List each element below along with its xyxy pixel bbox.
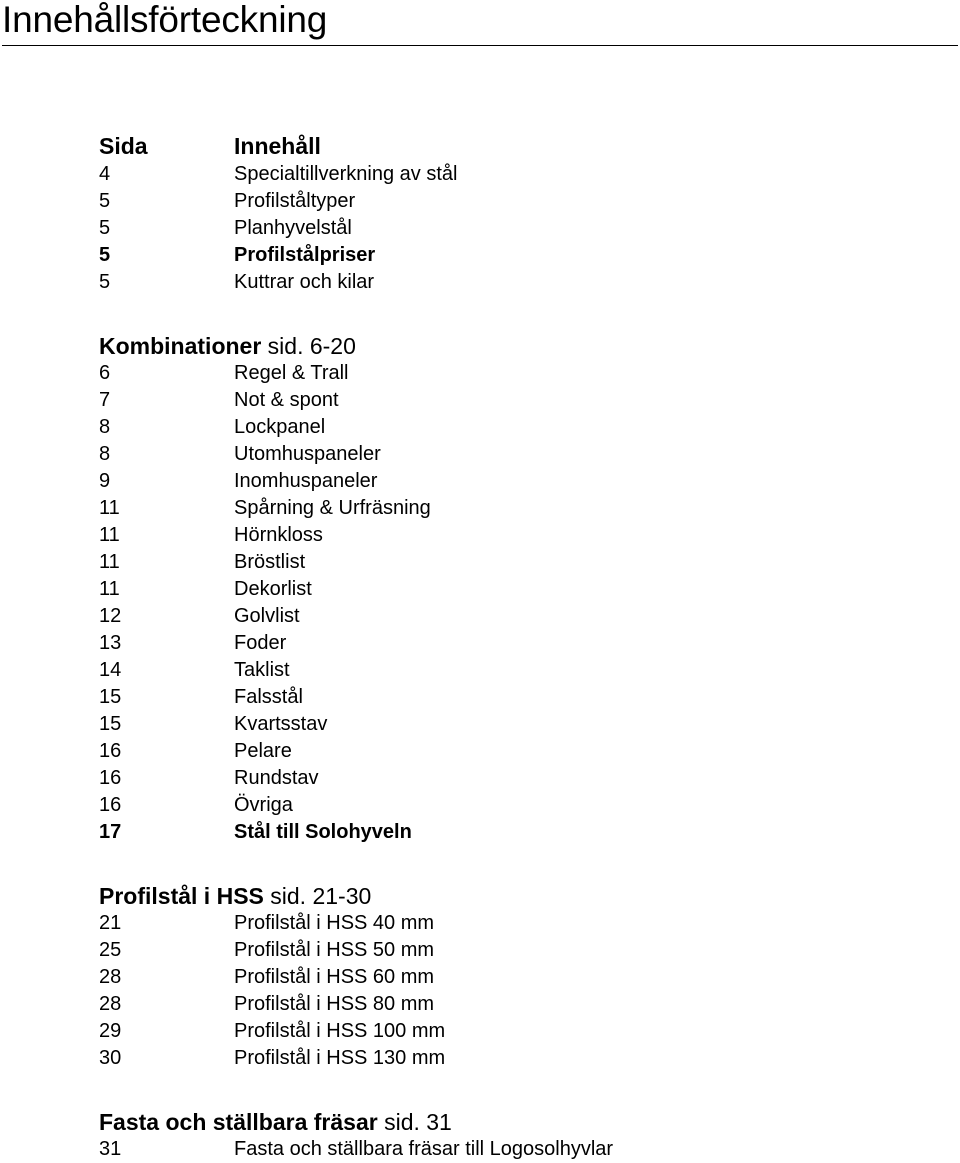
entry-title: Falsstål (234, 686, 303, 708)
toc-entry (99, 910, 939, 937)
section-kombinationer (99, 332, 939, 846)
entry-title: Kvartsstav (234, 713, 328, 735)
toc-entry (99, 161, 939, 188)
intro-entries (99, 161, 939, 296)
section-profilstal-hss (99, 882, 939, 1072)
section-fasta-fraser (99, 1108, 939, 1163)
entry-page-number: 13 (99, 632, 122, 654)
section-heading-title: Kombinationer (99, 333, 262, 359)
entry-title: Taklist (234, 659, 290, 681)
entry-page-number: 16 (99, 794, 122, 816)
entry-page-number: 16 (99, 740, 122, 762)
entry-page-number: 11 (99, 578, 120, 600)
entry-page-number: 12 (99, 605, 122, 627)
toc-entry (99, 188, 939, 215)
entry-page-number: 17 (99, 821, 122, 843)
entry-page-number: 29 (99, 1020, 122, 1042)
section-heading (99, 882, 939, 910)
entry-page-number: 5 (99, 271, 111, 293)
content-column-header: Innehåll (234, 133, 321, 159)
toc-header (99, 133, 939, 161)
entry-title: Stål till Solohyveln (234, 821, 412, 843)
toc-entry (99, 414, 939, 441)
entry-page-number: 5 (99, 244, 111, 266)
entry-title: Bröstlist (234, 551, 306, 573)
entry-page-number: 14 (99, 659, 122, 681)
toc-entry (99, 242, 939, 269)
entry-title: Utomhuspaneler (234, 443, 381, 465)
toc-entry (99, 576, 939, 603)
entry-page-number: 5 (99, 190, 111, 212)
toc-entry (99, 603, 939, 630)
section-heading (99, 332, 939, 360)
entry-title: Pelare (234, 740, 292, 762)
entry-page-number: 30 (99, 1047, 122, 1069)
entry-title: Fasta och ställbara fräsar till Logosolhyvlar (234, 1138, 614, 1160)
toc-entry (99, 549, 939, 576)
toc-entry (99, 360, 939, 387)
entry-title: Inomhuspaneler (234, 470, 378, 492)
entry-page-number: 7 (99, 389, 111, 411)
toc-entry (99, 792, 939, 819)
toc-entry (99, 991, 939, 1018)
entry-page-number: 21 (99, 912, 122, 934)
toc-entry (99, 1018, 939, 1045)
toc-entry (99, 468, 939, 495)
toc-entry (99, 630, 939, 657)
toc-entry (99, 964, 939, 991)
entry-title: Profilstål i HSS 50 mm (234, 939, 435, 961)
entry-title: Planhyvelstål (234, 217, 352, 239)
entry-page-number: 16 (99, 767, 122, 789)
title-divider (2, 45, 958, 46)
toc-entry (99, 215, 939, 242)
entry-title: Kuttrar och kilar (234, 271, 375, 293)
entry-page-number: 25 (99, 939, 122, 961)
entry-title: Spårning & Urfräsning (234, 497, 431, 519)
entry-page-number: 31 (99, 1138, 122, 1160)
entry-title: Golvlist (234, 605, 300, 627)
entry-title: Not & spont (234, 389, 339, 411)
toc-entry (99, 522, 939, 549)
entry-title: Profilstål i HSS 60 mm (234, 966, 435, 988)
entry-title: Profilstål i HSS 100 mm (234, 1020, 446, 1042)
section-heading (99, 1108, 939, 1136)
entry-page-number: 8 (99, 416, 111, 438)
entry-page-number: 4 (99, 163, 111, 185)
toc-entry (99, 684, 939, 711)
page-column-header: Sida (99, 133, 148, 159)
toc-entry (99, 738, 939, 765)
entry-page-number: 8 (99, 443, 111, 465)
entry-title: Foder (234, 632, 287, 654)
entry-title: Hörnkloss (234, 524, 323, 546)
toc-entry (99, 657, 939, 684)
entry-page-number: 11 (99, 551, 120, 573)
entry-title: Rundstav (234, 767, 319, 789)
entry-page-number: 15 (99, 713, 122, 735)
toc-entry (99, 1045, 939, 1072)
entry-title: Regel & Trall (234, 362, 349, 384)
toc-entry (99, 819, 939, 846)
toc-entry (99, 711, 939, 738)
entry-title: Profilstål i HSS 130 mm (234, 1047, 446, 1069)
section-heading-range: sid. 31 (384, 1109, 452, 1135)
toc-entry (99, 269, 939, 296)
entry-page-number: 9 (99, 470, 111, 492)
entry-page-number: 15 (99, 686, 122, 708)
entry-page-number: 11 (99, 524, 120, 546)
entry-page-number: 5 (99, 217, 111, 239)
entry-page-number: 11 (99, 497, 120, 519)
toc-entry (99, 1136, 939, 1163)
entry-title: Övriga (234, 794, 293, 816)
entry-page-number: 28 (99, 966, 122, 988)
toc-entry (99, 937, 939, 964)
toc-entry (99, 387, 939, 414)
table-of-contents (99, 133, 939, 1163)
section-heading-range: sid. 21-30 (270, 883, 372, 909)
toc-entry (99, 495, 939, 522)
section-heading-title: Fasta och ställbara fräsar (99, 1109, 378, 1135)
entry-title: Specialtillverkning av stål (234, 163, 458, 185)
entry-title: Profilstål i HSS 40 mm (234, 912, 435, 934)
entry-title: Profilstålpriser (234, 244, 376, 266)
section-heading-range: sid. 6-20 (267, 333, 356, 359)
toc-entry (99, 441, 939, 468)
section-heading-title: Profilstål i HSS (99, 883, 264, 909)
page-title: Innehållsförteckning (2, 0, 328, 40)
entry-title: Profilstål i HSS 80 mm (234, 993, 435, 1015)
entry-page-number: 6 (99, 362, 111, 384)
entry-title: Profilståltyper (234, 190, 356, 212)
entry-page-number: 28 (99, 993, 122, 1015)
entry-title: Lockpanel (234, 416, 326, 438)
toc-entry (99, 765, 939, 792)
entry-title: Dekorlist (234, 578, 312, 600)
